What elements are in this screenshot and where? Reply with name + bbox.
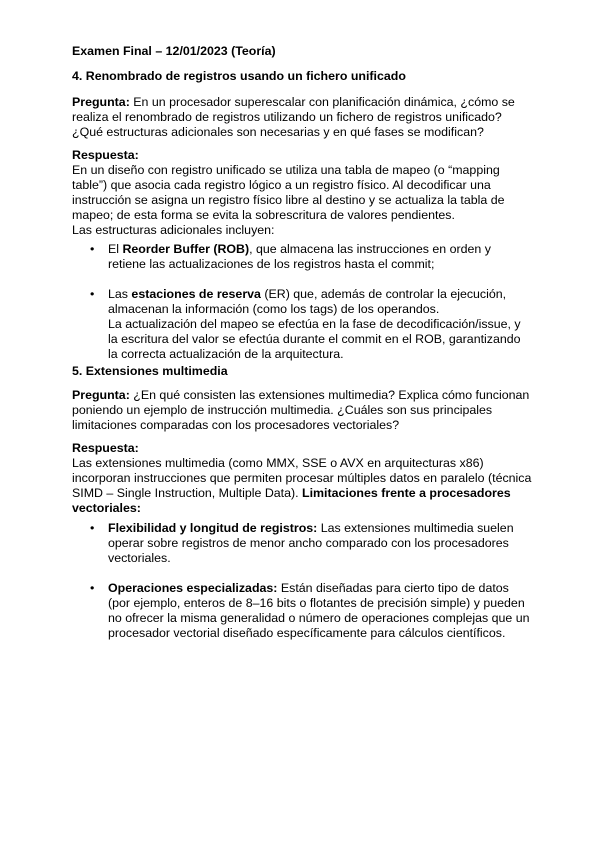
q5-pregunta-label: Pregunta: [72,388,130,402]
list-item [72,521,532,566]
q4-pregunta [72,95,532,140]
q5-respuesta-label: Respuesta: [72,441,139,455]
bullet-icon: • [90,287,95,301]
bullet-text-pre: Las [108,287,132,301]
bullet-icon: • [90,521,95,535]
q4-estructuras-intro: Las estructuras adicionales incluyen: [72,223,275,237]
q5-respuesta [72,441,532,516]
q5-pregunta-text: ¿En qué consisten las extensiones multimedia? Explica cómo funcionan poniendo un ejemplo de instrucción multimedia. ¿Cuáles son sus principales limitaciones comparadas con los procesadores vectoriales? [72,388,530,432]
q4-pregunta-label: Pregunta: [72,95,130,109]
list-item [72,287,532,362]
bullet-bold: Reorder Buffer (ROB) [122,242,250,256]
list-item [72,581,532,641]
bullet-bold: Operaciones especializadas: [108,581,278,595]
q5-bullet-list [72,521,532,641]
bullet-text-post: Están diseñadas para cierto tipo de datos (por ejemplo, enteros de 8–16 bits o flotantes de precisión simple) y pueden no ofrecer la misma generalidad o número de operaciones complejas que un procesador vectorial diseñado específicamente para cálculos científicos. [108,581,530,640]
bullet-text-post: (ER) que, además de controlar la ejecución, almacenan la información (como los tags) de los operandos. [108,287,507,316]
q4-bullet-list [72,242,532,362]
section-5-heading: 5. Extensiones multimedia [72,364,228,378]
q4-respuesta-text: En un diseño con registro unificado se utiliza una tabla de mapeo (o “mapping table”) que asocia cada registro lógico a un registro físico. Al decodificar una instrucción se asigna un registro físico libre al destino y se actualiza la tabla de mapeo; de esta forma se evita la sobrescritura de valores pendientes. [72,163,505,222]
bullet-icon: • [90,242,95,256]
bullet-text-pre: El [108,242,123,256]
exam-title: Examen Final – 12/01/2023 (Teoría) [72,44,276,58]
bullet-icon: • [90,581,95,595]
section-4-heading: 4. Renombrado de registros usando un fichero unificado [72,69,406,83]
q5-respuesta-text: Las extensiones multimedia (como MMX, SSE o AVX en arquitecturas x86) incorporan instrucciones que permiten procesar múltiples datos en paralelo (técnica SIMD – Single Instruction, Multiple Data). [72,456,532,500]
q4-pregunta-text: En un procesador superescalar con planificación dinámica, ¿cómo se realiza el renombrado de registros utilizando un fichero de registros unificado? ¿Qué estructuras adicionales son necesarias y en qué fases se modifican? [72,95,515,139]
list-item [72,242,532,272]
bullet-bold: estaciones de reserva [131,287,261,301]
bullet-text-post: , que almacena las instrucciones en orden y retiene las actualizaciones de los registros hasta el commit; [108,242,491,271]
bullet-bold: Flexibilidad y longitud de registros: [108,521,318,535]
bullet-text-extra: La actualización del mapeo se efectúa en la fase de decodificación/issue, y la escritura del valor se efectúa durante el commit en el ROB, garantizando la correcta actualización de la arquitectura. [108,317,521,361]
q4-respuesta [72,148,532,238]
q5-limitaciones-label: Limitaciones frente a procesadores vectoriales: [72,486,511,515]
bullet-text-post: Las extensiones multimedia suelen operar sobre registros de menor ancho comparado con los procesadores vectoriales. [108,521,514,565]
q5-pregunta [72,388,532,433]
q4-respuesta-label: Respuesta: [72,148,139,162]
